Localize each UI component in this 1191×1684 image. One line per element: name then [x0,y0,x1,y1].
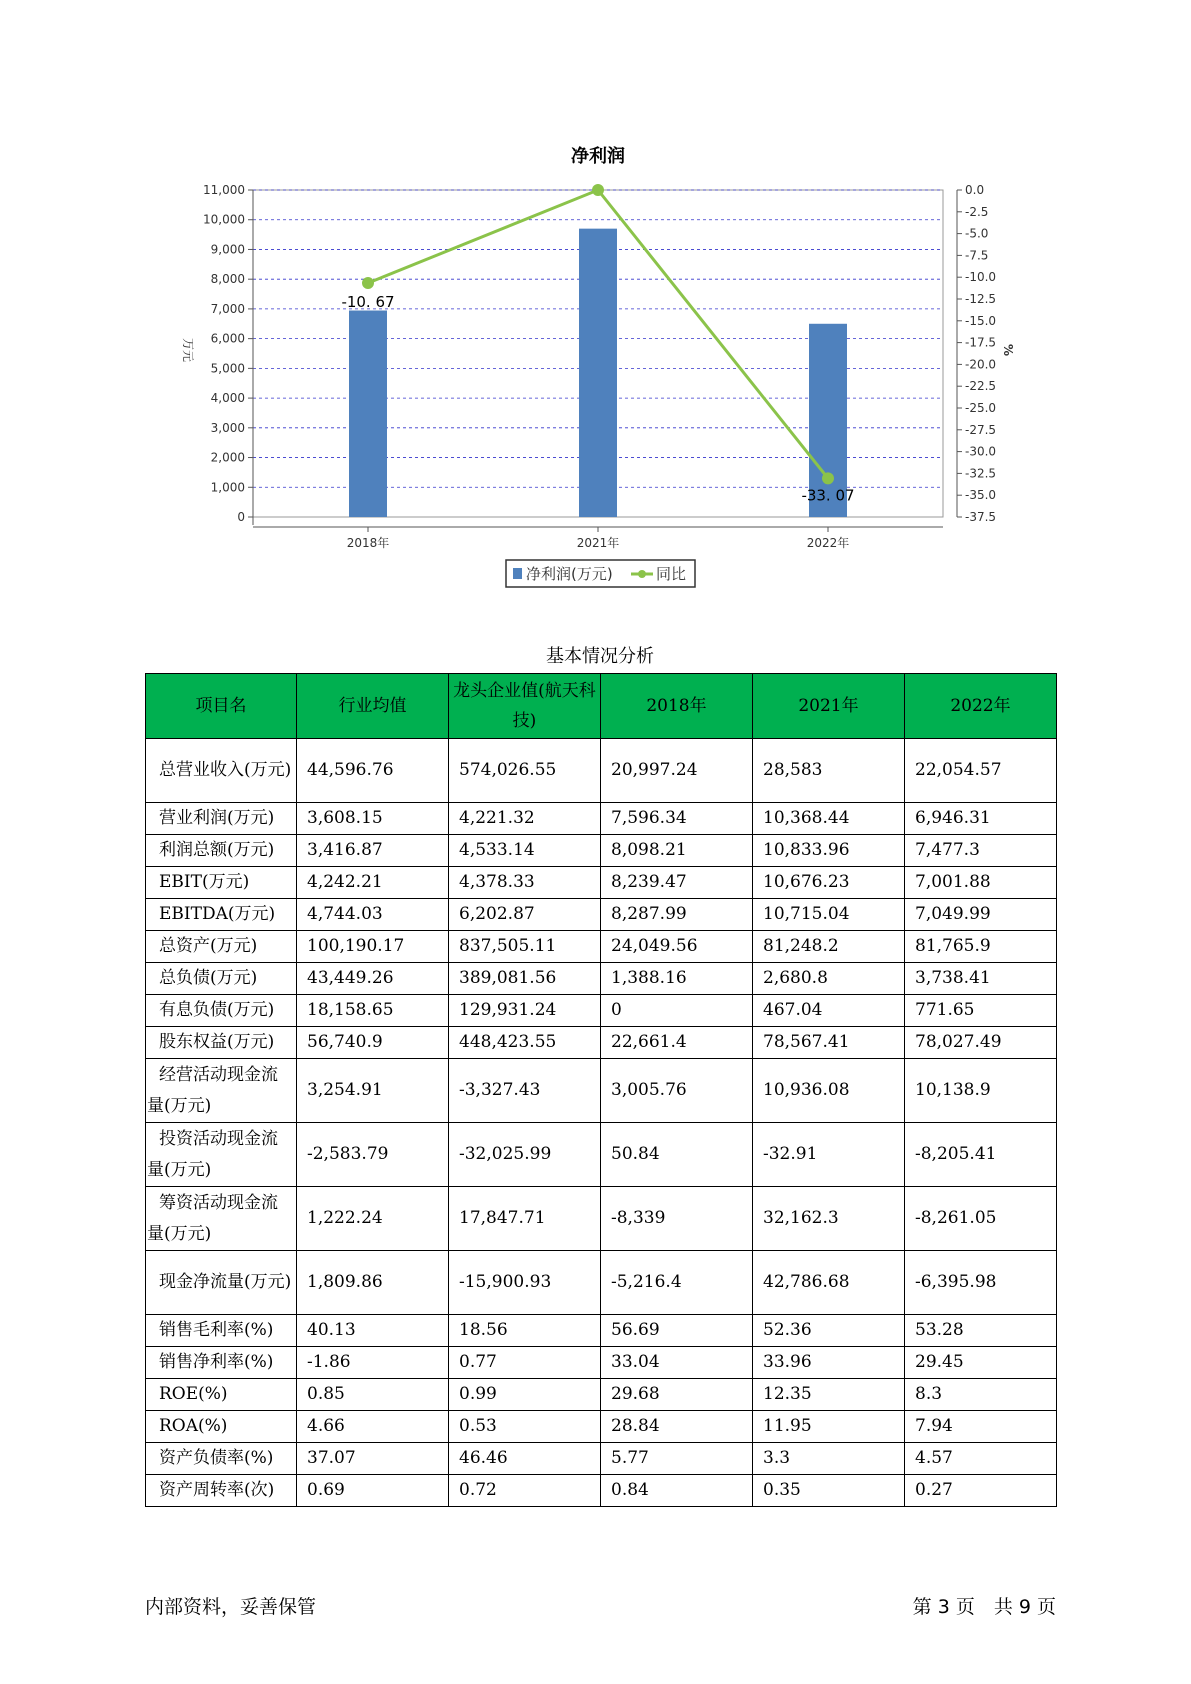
chart-ylabel: 万元 [181,337,195,363]
row-label-text: 筹资活动现金流量(万元) [147,1192,278,1244]
legend-bar-label: 净利润(万元) [526,565,613,583]
row-label [146,963,297,995]
header-2021: 2021年 [753,674,905,739]
table-cell: -2,583.79 [297,1123,449,1187]
table-cell: 448,423.55 [449,1027,601,1059]
table-cell: 5.77 [601,1443,753,1475]
row-label [146,803,297,835]
header-2022: 2022年 [905,674,1057,739]
table-cell: -3,327.43 [449,1059,601,1123]
y-tick-label: 0 [237,510,245,524]
row-label [146,1475,297,1507]
y2-tick-label: -25.0 [965,401,997,415]
table-cell: -32,025.99 [449,1123,601,1187]
table-cell: 29.45 [905,1347,1057,1379]
chart-y2label: % [1001,343,1015,357]
table-row [146,867,1057,899]
table-cell: 8.3 [905,1379,1057,1411]
y2-tick-label: -35.0 [965,488,997,503]
table-cell: -32.91 [753,1123,905,1187]
header-item-name: 项目名 [146,674,297,739]
y2-tick-label: -2.5 [965,204,989,219]
y-tick-label: 7,000 [210,301,245,316]
table-cell: 28.84 [601,1411,753,1443]
table-cell: 37.07 [297,1443,449,1475]
table-cell: 771.65 [905,995,1057,1027]
table-row [146,1411,1057,1443]
row-label [146,867,297,899]
table-row [146,803,1057,835]
bar [349,311,387,517]
y-tick-label: 6,000 [210,331,245,346]
row-label-text: 总资产(万元) [159,936,258,956]
y2-tick-label: 0.0 [965,183,985,197]
y2-tick-label: -10.0 [965,270,997,285]
x-tick-label: 2022年 [806,536,850,550]
row-label [146,931,297,963]
table-cell: 56,740.9 [297,1027,449,1059]
table-cell: -8,205.41 [905,1123,1057,1187]
table-cell: 50.84 [601,1123,753,1187]
table-cell: 46.46 [449,1443,601,1475]
row-label [146,1123,297,1187]
y2-tick-label: -20.0 [965,357,997,372]
header-2018: 2018年 [601,674,753,739]
table-cell: 0.77 [449,1347,601,1379]
table-cell: 40.13 [297,1315,449,1347]
y2-tick-label: -12.5 [965,292,997,306]
y-tick-label: 5,000 [210,361,245,376]
table-cell: 467.04 [753,995,905,1027]
row-label [146,835,297,867]
row-label [146,899,297,931]
row-label-text: ROA(%) [159,1416,228,1436]
chart-legend [506,560,695,587]
table-cell: 33.04 [601,1347,753,1379]
table-cell: -15,900.93 [449,1251,601,1315]
table-caption: 基本情况分析 [546,646,654,667]
table-cell: 8,287.99 [601,899,753,931]
chart-bars [349,229,847,517]
table-cell: 81,765.9 [905,931,1057,963]
table-header-row [146,674,1057,739]
table-cell: 10,138.9 [905,1059,1057,1123]
table-cell: 18.56 [449,1315,601,1347]
row-label-text: 资产负债率(%) [159,1448,274,1468]
row-label [146,1379,297,1411]
table-cell: 17,847.71 [449,1187,601,1251]
line-point [822,472,834,484]
table-cell: 52.36 [753,1315,905,1347]
line-point [362,277,374,289]
table-row [146,1187,1057,1251]
y2-tick-label: -5.0 [965,226,989,241]
row-label-text: 股东权益(万元) [159,1032,275,1052]
row-label-text: 现金净流量(万元) [159,1272,292,1292]
net-profit-chart [0,0,1191,620]
table-row [146,1475,1057,1507]
table-cell: 6,946.31 [905,803,1057,835]
row-label-text: 有息负债(万元) [159,1000,275,1020]
table-row [146,1251,1057,1315]
table-cell: 100,190.17 [297,931,449,963]
table-cell: 7.94 [905,1411,1057,1443]
table-cell: 4.66 [297,1411,449,1443]
x-tick-label: 2021年 [576,536,620,550]
table-cell: 3.3 [753,1443,905,1475]
data-label: -33. 07 [801,486,855,505]
table-cell: 7,596.34 [601,803,753,835]
table-cell: 7,477.3 [905,835,1057,867]
y-tick-label: 10,000 [203,212,245,227]
table-cell: 24,049.56 [601,931,753,963]
y-tick-label: 1,000 [210,480,245,495]
basic-analysis-table [145,673,1057,1507]
table-cell: -5,216.4 [601,1251,753,1315]
table-cell: 0.27 [905,1475,1057,1507]
table-cell: 53.28 [905,1315,1057,1347]
table-cell: 389,081.56 [449,963,601,995]
row-label-text: 销售净利率(%) [159,1352,274,1372]
table-cell: 0.99 [449,1379,601,1411]
legend-line-label: 同比 [656,565,687,583]
row-label-text: 投资活动现金流量(万元) [147,1128,278,1180]
table-cell: 33.96 [753,1347,905,1379]
table-row [146,899,1057,931]
table-cell: 3,416.87 [297,835,449,867]
table-row [146,1059,1057,1123]
footer-confidential: 内部资料，妥善保管 [145,1596,317,1618]
table-cell: 4,378.33 [449,867,601,899]
table-cell: 10,715.04 [753,899,905,931]
table-cell: 42,786.68 [753,1251,905,1315]
table-cell: 0.35 [753,1475,905,1507]
table-row [146,1315,1057,1347]
table-body [146,739,1057,1507]
y2-tick-label: -30.0 [965,444,997,459]
table-cell: 10,936.08 [753,1059,905,1123]
y2-tick-label: -15.0 [965,313,997,328]
table-cell: 44,596.76 [297,739,449,803]
y-tick-label: 8,000 [210,272,245,287]
table-cell: 43,449.26 [297,963,449,995]
table-cell: -8,261.05 [905,1187,1057,1251]
table-row [146,931,1057,963]
table-cell: 837,505.11 [449,931,601,963]
y-tick-label: 9,000 [210,242,245,257]
table-row [146,1443,1057,1475]
table-cell: 3,254.91 [297,1059,449,1123]
table-cell: 0.84 [601,1475,753,1507]
y-tick-label: 4,000 [210,391,245,406]
header-industry-average: 行业均值 [297,674,449,739]
table-row [146,1123,1057,1187]
row-label [146,1187,297,1251]
row-label-text: 总营业收入(万元) [159,760,292,780]
table-cell: 18,158.65 [297,995,449,1027]
row-label-text: 总负债(万元) [159,968,258,988]
y2-tick-label: -22.5 [965,379,997,394]
table-cell: 10,368.44 [753,803,905,835]
table-cell: 3,608.15 [297,803,449,835]
legend-line-marker [638,570,646,578]
table-cell: 22,661.4 [601,1027,753,1059]
table-cell: 10,676.23 [753,867,905,899]
y2-tick-label: -37.5 [965,510,997,524]
table-cell: 12.35 [753,1379,905,1411]
table-cell: -8,339 [601,1187,753,1251]
table-cell: 8,098.21 [601,835,753,867]
table-cell: 3,738.41 [905,963,1057,995]
table-cell: 20,997.24 [601,739,753,803]
data-label: -10. 67 [341,293,395,312]
y-tick-label: 2,000 [210,450,245,465]
table-row [146,739,1057,803]
table-cell: 11.95 [753,1411,905,1443]
table-cell: 4,744.03 [297,899,449,931]
table-cell: -6,395.98 [905,1251,1057,1315]
table-cell: 56.69 [601,1315,753,1347]
bar [579,229,617,517]
table-cell: 7,049.99 [905,899,1057,931]
table-row [146,1379,1057,1411]
table-cell: 78,567.41 [753,1027,905,1059]
table-cell: 0.72 [449,1475,601,1507]
table-row [146,995,1057,1027]
row-label-text: 经营活动现金流量(万元) [147,1064,278,1116]
table-cell: 129,931.24 [449,995,601,1027]
y2-tick-label: -32.5 [965,466,997,481]
table-cell: -1.86 [297,1347,449,1379]
table-cell: 4.57 [905,1443,1057,1475]
line-point [592,184,604,196]
table-cell: 7,001.88 [905,867,1057,899]
table-cell: 0.85 [297,1379,449,1411]
table-cell: 1,388.16 [601,963,753,995]
table-row [146,963,1057,995]
table-cell: 81,248.2 [753,931,905,963]
header-leader-value: 龙头企业值(航天科技) [449,674,601,739]
y-tick-label: 11,000 [203,183,245,197]
y-tick-label: 3,000 [210,420,245,435]
table-cell: 1,222.24 [297,1187,449,1251]
row-label [146,1347,297,1379]
table-cell: 3,005.76 [601,1059,753,1123]
row-label-text: ROE(%) [159,1384,228,1404]
table-cell: 0 [601,995,753,1027]
table-cell: 4,221.32 [449,803,601,835]
row-label [146,1315,297,1347]
table-cell: 4,533.14 [449,835,601,867]
table-cell: 1,809.86 [297,1251,449,1315]
table-cell: 574,026.55 [449,739,601,803]
row-label [146,1443,297,1475]
table-row [146,1347,1057,1379]
table-cell: 10,833.96 [753,835,905,867]
table-cell: 0.53 [449,1411,601,1443]
row-label [146,1027,297,1059]
row-label-text: EBIT(万元) [159,872,250,892]
x-tick-label: 2018年 [346,536,390,550]
table-cell: 0.69 [297,1475,449,1507]
row-label-text: 利润总额(万元) [159,840,275,860]
footer-page-number: 第 3 页 共 9 页 [912,1596,1056,1618]
table-row [146,1027,1057,1059]
table-cell: 4,242.21 [297,867,449,899]
row-label-text: 资产周转率(次) [159,1480,275,1500]
legend-bar-swatch [513,568,522,579]
chart-title: 净利润 [571,146,625,167]
table-cell: 8,239.47 [601,867,753,899]
y2-tick-label: -27.5 [965,422,997,437]
row-label-text: EBITDA(万元) [159,904,276,924]
y2-tick-label: -17.5 [965,335,997,350]
row-label-text: 营业利润(万元) [159,808,275,828]
table-cell: 22,054.57 [905,739,1057,803]
table-cell: 32,162.3 [753,1187,905,1251]
row-label [146,1411,297,1443]
table-cell: 6,202.87 [449,899,601,931]
table-cell: 78,027.49 [905,1027,1057,1059]
y2-tick-label: -7.5 [965,248,989,263]
row-label-text: 销售毛利率(%) [159,1320,274,1340]
table-cell: 2,680.8 [753,963,905,995]
row-label [146,995,297,1027]
row-label [146,1059,297,1123]
table-cell: 29.68 [601,1379,753,1411]
table-row [146,835,1057,867]
table-cell: 28,583 [753,739,905,803]
row-label [146,1251,297,1315]
row-label [146,739,297,803]
